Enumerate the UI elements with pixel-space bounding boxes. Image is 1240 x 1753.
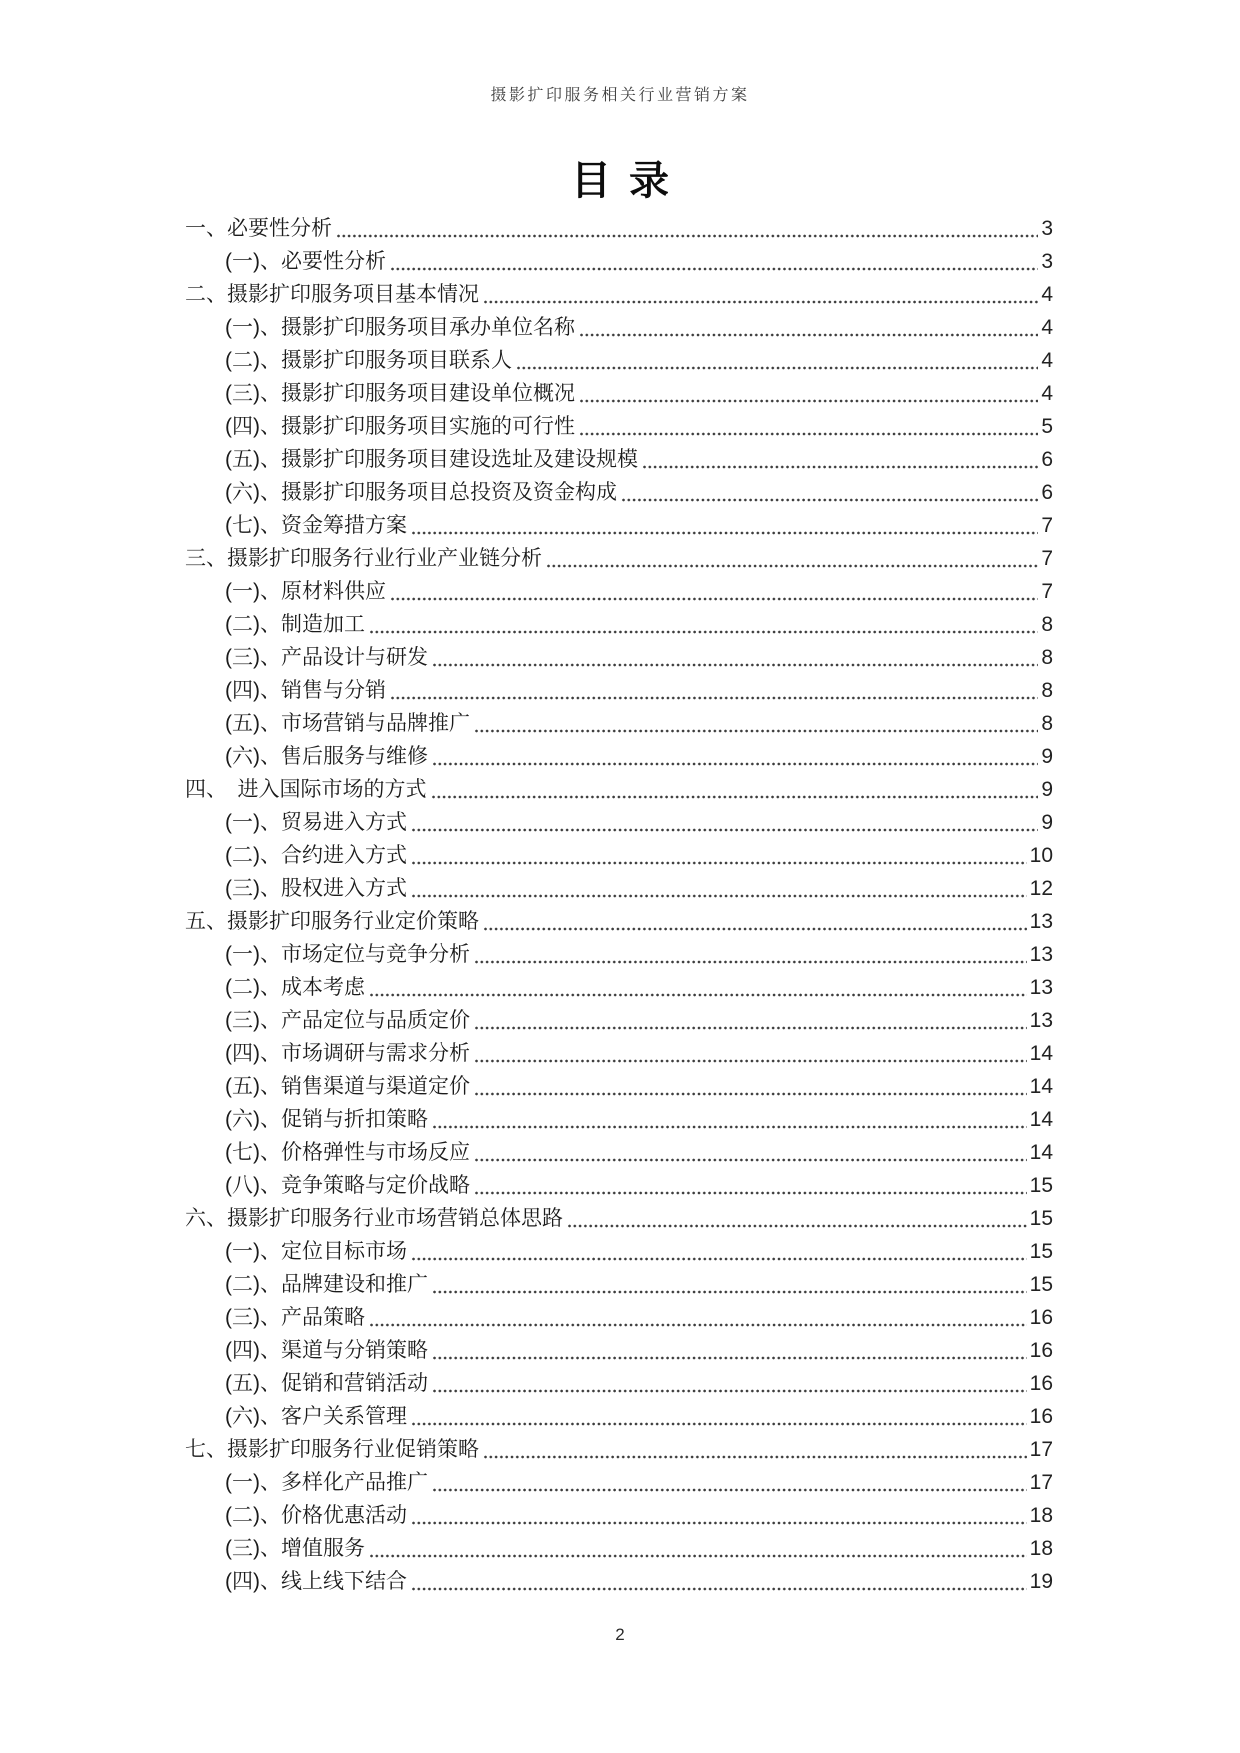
toc-list bbox=[185, 212, 1053, 1598]
toc-entry[interactable] bbox=[185, 1400, 1053, 1433]
toc-entry-label: (二)、成本考虑 bbox=[225, 976, 365, 999]
toc-entry-label: (六)、客户关系管理 bbox=[225, 1405, 407, 1428]
toc-leader-dots bbox=[370, 1323, 1027, 1327]
toc-leader-dots bbox=[484, 300, 1038, 304]
toc-entry-page: 13 bbox=[1029, 1009, 1053, 1032]
toc-entry[interactable] bbox=[185, 410, 1053, 443]
toc-entry-page: 9 bbox=[1041, 811, 1053, 834]
toc-entry[interactable] bbox=[185, 773, 1053, 806]
toc-entry-label: (四)、线上线下结合 bbox=[225, 1570, 407, 1593]
toc-entry-label: (三)、产品定位与品质定价 bbox=[225, 1009, 470, 1032]
toc-leader-dots bbox=[412, 1521, 1027, 1525]
toc-entry-label: (三)、股权进入方式 bbox=[225, 877, 407, 900]
toc-entry-label: (二)、制造加工 bbox=[225, 613, 365, 636]
toc-entry-page: 13 bbox=[1029, 976, 1053, 999]
toc-entry[interactable] bbox=[185, 608, 1053, 641]
toc-entry-page: 16 bbox=[1029, 1339, 1053, 1362]
toc-entry-label: (一)、贸易进入方式 bbox=[225, 811, 407, 834]
toc-entry-page: 7 bbox=[1041, 580, 1053, 603]
toc-entry-page: 8 bbox=[1041, 679, 1053, 702]
toc-leader-dots bbox=[412, 894, 1027, 898]
toc-entry[interactable] bbox=[185, 1466, 1053, 1499]
toc-leader-dots bbox=[391, 267, 1038, 271]
toc-entry-label: 六、摄影扩印服务行业市场营销总体思路 bbox=[185, 1207, 563, 1230]
toc-entry[interactable] bbox=[185, 971, 1053, 1004]
toc-entry-label: (五)、促销和营销活动 bbox=[225, 1372, 428, 1395]
toc-leader-dots bbox=[370, 630, 1038, 634]
toc-entry[interactable] bbox=[185, 377, 1053, 410]
toc-entry-label: 四、 进入国际市场的方式 bbox=[185, 778, 427, 801]
toc-entry[interactable] bbox=[185, 1367, 1053, 1400]
toc-entry-label: (二)、品牌建设和推广 bbox=[225, 1273, 428, 1296]
toc-entry-page: 15 bbox=[1029, 1273, 1053, 1296]
toc-entry-page: 18 bbox=[1029, 1504, 1053, 1527]
toc-entry-label: 五、摄影扩印服务行业定价策略 bbox=[185, 910, 479, 933]
toc-entry[interactable] bbox=[185, 674, 1053, 707]
toc-entry-page: 15 bbox=[1029, 1207, 1053, 1230]
toc-leader-dots bbox=[433, 1290, 1027, 1294]
toc-leader-dots bbox=[475, 960, 1027, 964]
page-number: 2 bbox=[615, 1625, 625, 1644]
toc-entry[interactable] bbox=[185, 1334, 1053, 1367]
toc-entry[interactable] bbox=[185, 278, 1053, 311]
toc-entry-page: 17 bbox=[1029, 1471, 1053, 1494]
toc-leader-dots bbox=[433, 1125, 1027, 1129]
toc-entry[interactable] bbox=[185, 509, 1053, 542]
toc-entry-label: (一)、定位目标市场 bbox=[225, 1240, 407, 1263]
toc-entry-label: (四)、销售与分销 bbox=[225, 679, 386, 702]
toc-entry-label: 一、必要性分析 bbox=[185, 217, 332, 240]
toc-entry-page: 13 bbox=[1029, 910, 1053, 933]
toc-entry[interactable] bbox=[185, 1301, 1053, 1334]
toc-entry[interactable] bbox=[185, 1565, 1053, 1598]
toc-entry-page: 14 bbox=[1029, 1141, 1053, 1164]
toc-entry[interactable] bbox=[185, 905, 1053, 938]
toc-leader-dots bbox=[370, 993, 1027, 997]
toc-leader-dots bbox=[412, 1257, 1027, 1261]
toc-leader-dots bbox=[412, 828, 1038, 832]
toc-entry[interactable] bbox=[185, 443, 1053, 476]
toc-leader-dots bbox=[433, 1488, 1027, 1492]
toc-leader-dots bbox=[568, 1224, 1027, 1228]
toc-leader-dots bbox=[580, 333, 1038, 337]
toc-entry-label: (三)、摄影扩印服务项目建设单位概况 bbox=[225, 382, 575, 405]
toc-entry[interactable] bbox=[185, 740, 1053, 773]
document-header-title: 摄影扩印服务相关行业营销方案 bbox=[490, 87, 750, 104]
toc-entry-page: 3 bbox=[1041, 250, 1053, 273]
toc-entry[interactable] bbox=[185, 542, 1053, 575]
toc-entry-page: 15 bbox=[1029, 1240, 1053, 1263]
toc-leader-dots bbox=[475, 729, 1038, 733]
toc-entry-label: (六)、促销与折扣策略 bbox=[225, 1108, 428, 1131]
toc-entry[interactable] bbox=[185, 1037, 1053, 1070]
toc-leader-dots bbox=[484, 1455, 1027, 1459]
toc-entry-label: (一)、多样化产品推广 bbox=[225, 1471, 428, 1494]
toc-entry-page: 3 bbox=[1041, 217, 1053, 240]
toc-entry[interactable] bbox=[185, 707, 1053, 740]
toc-leader-dots bbox=[412, 1422, 1027, 1426]
toc-entry[interactable] bbox=[185, 575, 1053, 608]
toc-leader-dots bbox=[433, 1356, 1027, 1360]
toc-entry-page: 10 bbox=[1029, 844, 1053, 867]
toc-entry[interactable] bbox=[185, 1004, 1053, 1037]
toc-entry[interactable] bbox=[185, 806, 1053, 839]
toc-entry-page: 4 bbox=[1041, 382, 1053, 405]
toc-entry-label: (七)、资金筹措方案 bbox=[225, 514, 407, 537]
toc-entry[interactable] bbox=[185, 1070, 1053, 1103]
toc-entry-label: (七)、价格弹性与市场反应 bbox=[225, 1141, 470, 1164]
toc-leader-dots bbox=[622, 498, 1038, 502]
toc-entry-page: 15 bbox=[1029, 1174, 1053, 1197]
toc-entry-page: 12 bbox=[1029, 877, 1053, 900]
toc-entry-page: 16 bbox=[1029, 1405, 1053, 1428]
toc-leader-dots bbox=[475, 1026, 1027, 1030]
toc-title: 目录 bbox=[571, 159, 687, 203]
toc-entry[interactable] bbox=[185, 311, 1053, 344]
toc-leader-dots bbox=[643, 465, 1038, 469]
toc-leader-dots bbox=[580, 399, 1038, 403]
toc-entry-page: 8 bbox=[1041, 646, 1053, 669]
toc-entry-page: 4 bbox=[1041, 316, 1053, 339]
toc-entry-page: 8 bbox=[1041, 613, 1053, 636]
toc-leader-dots bbox=[517, 366, 1038, 370]
toc-entry[interactable] bbox=[185, 1532, 1053, 1565]
toc-entry[interactable] bbox=[185, 344, 1053, 377]
toc-entry[interactable] bbox=[185, 641, 1053, 674]
toc-entry-page: 19 bbox=[1029, 1570, 1053, 1593]
toc-entry-label: (一)、原材料供应 bbox=[225, 580, 386, 603]
toc-entry-label: (四)、渠道与分销策略 bbox=[225, 1339, 428, 1362]
toc-leader-dots bbox=[432, 795, 1039, 799]
toc-entry-label: 二、摄影扩印服务项目基本情况 bbox=[185, 283, 479, 306]
toc-leader-dots bbox=[412, 1587, 1027, 1591]
toc-entry-page: 13 bbox=[1029, 943, 1053, 966]
toc-leader-dots bbox=[412, 531, 1038, 535]
toc-entry[interactable] bbox=[185, 1235, 1053, 1268]
toc-entry-page: 7 bbox=[1041, 547, 1053, 570]
toc-entry-label: (一)、必要性分析 bbox=[225, 250, 386, 273]
toc-leader-dots bbox=[433, 1389, 1027, 1393]
toc-entry-label: 七、摄影扩印服务行业促销策略 bbox=[185, 1438, 479, 1461]
toc-entry-page: 14 bbox=[1029, 1108, 1053, 1131]
toc-entry-label: (三)、增值服务 bbox=[225, 1537, 365, 1560]
toc-entry[interactable] bbox=[185, 938, 1053, 971]
toc-entry-label: (六)、摄影扩印服务项目总投资及资金构成 bbox=[225, 481, 617, 504]
toc-entry[interactable] bbox=[185, 1433, 1053, 1466]
toc-entry-label: (一)、市场定位与竞争分析 bbox=[225, 943, 470, 966]
toc-entry-page: 16 bbox=[1029, 1306, 1053, 1329]
toc-entry[interactable] bbox=[185, 1136, 1053, 1169]
toc-leader-dots bbox=[370, 1554, 1027, 1558]
toc-leader-dots bbox=[547, 564, 1038, 568]
toc-entry-page: 17 bbox=[1029, 1438, 1053, 1461]
toc-entry-page: 9 bbox=[1041, 778, 1053, 801]
toc-leader-dots bbox=[475, 1059, 1027, 1063]
toc-leader-dots bbox=[433, 663, 1038, 667]
toc-entry-label: (四)、市场调研与需求分析 bbox=[225, 1042, 470, 1065]
toc-entry-label: (五)、销售渠道与渠道定价 bbox=[225, 1075, 470, 1098]
toc-entry-page: 5 bbox=[1041, 415, 1053, 438]
toc-leader-dots bbox=[337, 234, 1038, 238]
toc-entry-label: 三、摄影扩印服务行业行业产业链分析 bbox=[185, 547, 542, 570]
toc-entry-label: (一)、摄影扩印服务项目承办单位名称 bbox=[225, 316, 575, 339]
toc-entry[interactable] bbox=[185, 245, 1053, 278]
toc-entry-label: (五)、市场营销与品牌推广 bbox=[225, 712, 470, 735]
toc-leader-dots bbox=[580, 432, 1038, 436]
toc-leader-dots bbox=[475, 1092, 1027, 1096]
toc-entry-page: 4 bbox=[1041, 349, 1053, 372]
toc-entry[interactable] bbox=[185, 212, 1053, 245]
toc-leader-dots bbox=[475, 1158, 1027, 1162]
toc-entry[interactable] bbox=[185, 1202, 1053, 1235]
toc-entry[interactable] bbox=[185, 872, 1053, 905]
toc-entry-label: (三)、产品设计与研发 bbox=[225, 646, 428, 669]
toc-entry-label: (二)、价格优惠活动 bbox=[225, 1504, 407, 1527]
toc-entry-page: 18 bbox=[1029, 1537, 1053, 1560]
toc-entry-page: 14 bbox=[1029, 1042, 1053, 1065]
toc-entry-page: 7 bbox=[1041, 514, 1053, 537]
toc-entry[interactable] bbox=[185, 1499, 1053, 1532]
toc-leader-dots bbox=[391, 696, 1038, 700]
toc-entry[interactable] bbox=[185, 839, 1053, 872]
toc-entry-label: (二)、摄影扩印服务项目联系人 bbox=[225, 349, 512, 372]
toc-entry-label: (六)、售后服务与维修 bbox=[225, 745, 428, 768]
toc-entry-page: 14 bbox=[1029, 1075, 1053, 1098]
toc-entry[interactable] bbox=[185, 1268, 1053, 1301]
toc-entry-page: 16 bbox=[1029, 1372, 1053, 1395]
toc-entry-label: (四)、摄影扩印服务项目实施的可行性 bbox=[225, 415, 575, 438]
toc-entry-page: 8 bbox=[1041, 712, 1053, 735]
toc-entry-page: 6 bbox=[1041, 481, 1053, 504]
toc-leader-dots bbox=[391, 597, 1038, 601]
toc-leader-dots bbox=[412, 861, 1027, 865]
toc-entry[interactable] bbox=[185, 1103, 1053, 1136]
toc-leader-dots bbox=[484, 927, 1027, 931]
toc-entry-page: 6 bbox=[1041, 448, 1053, 471]
toc-entry-label: (二)、合约进入方式 bbox=[225, 844, 407, 867]
toc-entry-label: (八)、竞争策略与定价战略 bbox=[225, 1174, 470, 1197]
toc-entry[interactable] bbox=[185, 476, 1053, 509]
toc-entry[interactable] bbox=[185, 1169, 1053, 1202]
toc-entry-page: 9 bbox=[1041, 745, 1053, 768]
toc-entry-page: 4 bbox=[1041, 283, 1053, 306]
toc-entry-label: (三)、产品策略 bbox=[225, 1306, 365, 1329]
toc-leader-dots bbox=[475, 1191, 1027, 1195]
toc-leader-dots bbox=[433, 762, 1038, 766]
toc-entry-label: (五)、摄影扩印服务项目建设选址及建设规模 bbox=[225, 448, 638, 471]
